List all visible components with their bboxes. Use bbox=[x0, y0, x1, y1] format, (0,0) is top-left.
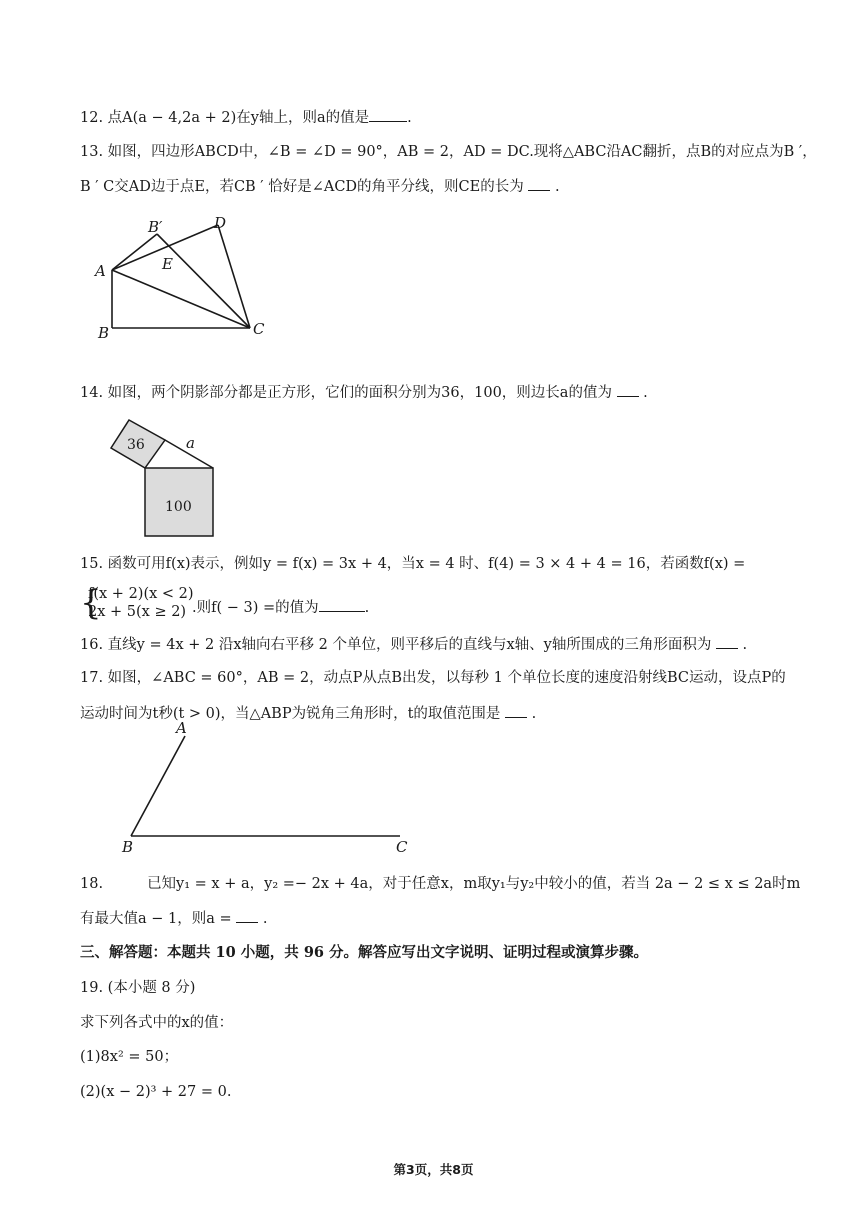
q17-label-b: B bbox=[122, 838, 134, 856]
q16-end: . bbox=[742, 637, 748, 653]
q14-large-square-label: 100 bbox=[165, 499, 192, 515]
q17-answer-blank bbox=[505, 703, 527, 718]
q13-label-b: B bbox=[98, 324, 110, 342]
question-19-heading: 19. (本小题 8 分) bbox=[80, 980, 196, 996]
question-16 bbox=[80, 634, 747, 655]
q18-line1-text: 已知y₁ = x + a，y₂ =− 2x + 4a，对于任意x，m取y₁与y₂中较小的值，若当 2a − 2 ≤ x ≤ 2a时m bbox=[147, 876, 801, 892]
q13-label-d: D bbox=[214, 214, 227, 232]
q13-label-e: E bbox=[162, 255, 173, 273]
q13-line2-text: B ′ C交AD边于点E，若CB ′ 恰好是∠ACD的角平分线，则CE的长为 bbox=[80, 179, 524, 195]
question-12 bbox=[80, 107, 412, 128]
q13-end: . bbox=[554, 179, 560, 195]
page-footer: 第3页，共8页 bbox=[393, 1162, 474, 1177]
q12-text: 12. 点A(a − 4,2a + 2)在y轴上，则a的值是 bbox=[80, 110, 370, 126]
q15-case2: 2x + 5(x ≥ 2) bbox=[88, 604, 187, 620]
question-18-line1 bbox=[80, 874, 800, 894]
q17-label-c: C bbox=[396, 838, 408, 856]
q13-label-bprime: B′ bbox=[148, 218, 163, 236]
q14-figure bbox=[105, 415, 225, 545]
question-14 bbox=[80, 382, 648, 403]
q14-end: . bbox=[643, 385, 648, 401]
section-3-title: 三、解答题：本题共 10 小题，共 96 分。解答应写出文字说明、证明过程或演算步骤。 bbox=[80, 944, 649, 961]
q18-end: . bbox=[262, 911, 268, 927]
q12-answer-blank bbox=[369, 107, 407, 122]
question-15-line1 bbox=[80, 554, 745, 574]
question-19-item1: (1)8x² = 50； bbox=[80, 1049, 179, 1065]
q18-num: 18. bbox=[80, 876, 104, 892]
q17-line2-text: 运动时间为t秒(t > 0)，当△ABP为锐角三角形时，t的取值范围是 bbox=[80, 706, 501, 722]
q18-line2-text: 有最大值a − 1，则a = bbox=[80, 911, 232, 927]
q12-end: . bbox=[407, 110, 412, 126]
q17-end: . bbox=[531, 706, 537, 722]
q13-answer-blank bbox=[528, 176, 550, 191]
q17-figure bbox=[115, 716, 415, 856]
question-13-line1 bbox=[80, 142, 817, 162]
q17-label-a: A bbox=[176, 719, 187, 737]
q13-label-c: C bbox=[253, 320, 265, 338]
q14-small-square-label: 36 bbox=[127, 437, 145, 453]
q14-text: 14. 如图，两个阴影部分都是正方形，它们的面积分别为36，100，则边长a的值为 bbox=[80, 385, 612, 401]
q13-line1-text: 13. 如图，四边形ABCD中，∠B = ∠D = 90°，AB = 2，AD = DC.现将△ABC沿AC翻折，点B的对应点为B ′， bbox=[80, 144, 817, 160]
question-13-line2 bbox=[80, 176, 560, 197]
q15-after: .则f( − 3) =的值为 . bbox=[192, 596, 369, 617]
question-18-line2 bbox=[80, 908, 267, 929]
q13-label-a: A bbox=[95, 262, 106, 280]
q18-answer-blank bbox=[236, 908, 258, 923]
q13-figure bbox=[85, 210, 285, 345]
q15-case1: f(x + 2)(x < 2) bbox=[88, 586, 194, 602]
q17-line1-text: 17. 如图，∠ABC = 60°，AB = 2，动点P从点B出发，以每秒 1 个单位长度的速度沿射线BC运动，设点P的 bbox=[80, 670, 786, 686]
q15-brace: { bbox=[80, 583, 102, 623]
question-19-item2: (2)(x − 2)³ + 27 = 0. bbox=[80, 1084, 232, 1100]
q16-answer-blank bbox=[716, 634, 738, 649]
q15-line1-text: 15. 函数可用f(x)表示，例如y = f(x) = 3x + 4，当x = 4 时、f(4) = 3 × 4 + 4 = 16，若函数f(x) = bbox=[80, 556, 746, 572]
q14-side-label: a bbox=[186, 434, 195, 452]
question-17-line1 bbox=[80, 668, 786, 688]
q16-text: 16. 直线y = 4x + 2 沿x轴向右平移 2 个单位，则平移后的直线与x轴、y轴所围成的三角形面积为 bbox=[80, 637, 712, 653]
q14-answer-blank bbox=[617, 382, 639, 397]
question-19-prompt: 求下列各式中的x的值： bbox=[80, 1015, 234, 1031]
